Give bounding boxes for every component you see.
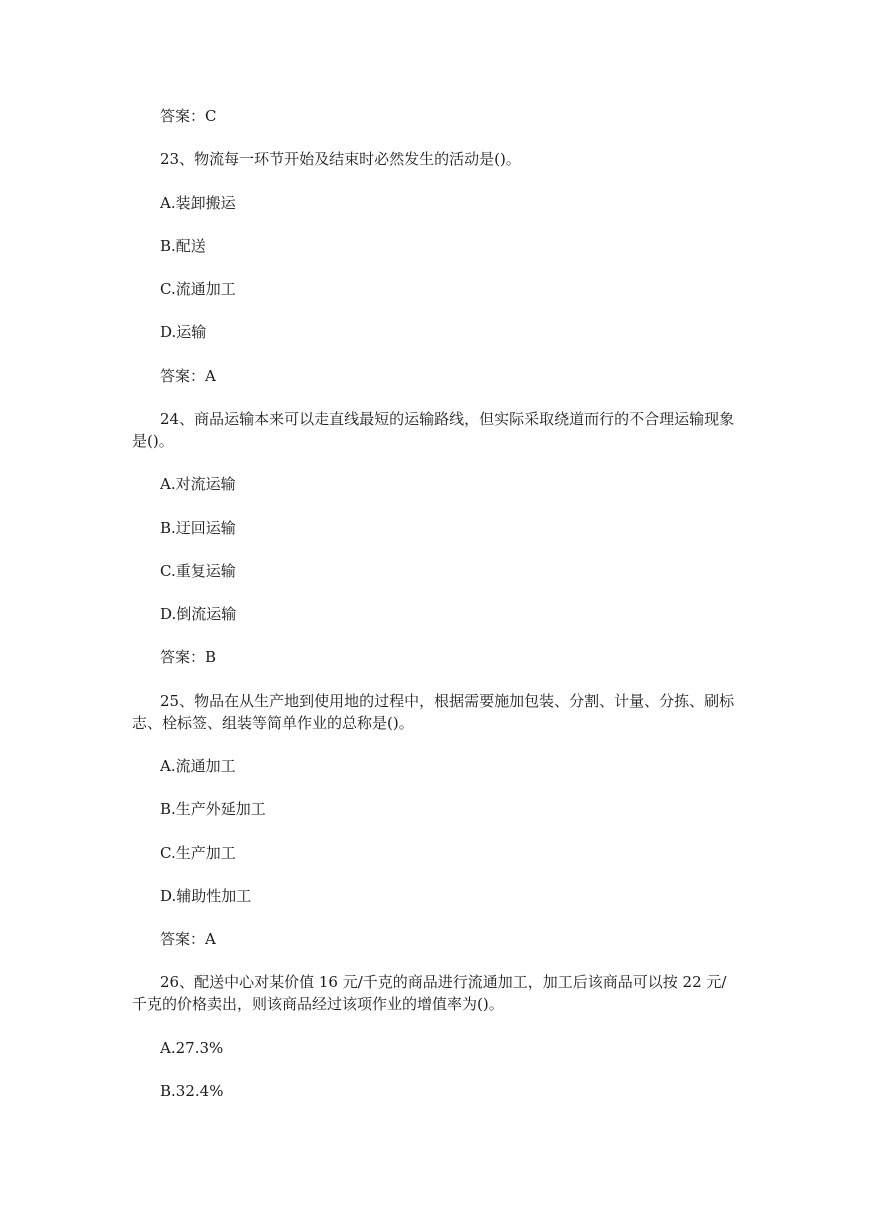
question-24-line-1: 24、商品运输本来可以走直线最短的运输路线，但实际采取绕道而行的不合理运输现象: [160, 410, 735, 428]
question-23-option-b: B.配送: [160, 237, 206, 255]
question-25-option-c: C.生产加工: [160, 844, 236, 862]
question-25-option-a: A.流通加工: [160, 757, 236, 775]
question-23: 23、物流每一环节开始及结束时必然发生的活动是()。: [160, 150, 521, 168]
question-24-option-a: A.对流运输: [160, 475, 236, 493]
question-24-line-2: 是()。: [132, 432, 174, 450]
question-26-option-a: A.27.3%: [160, 1039, 224, 1057]
question-25-line-2: 志、栓标签、组装等简单作业的总称是()。: [132, 714, 414, 732]
question-23-option-c: C.流通加工: [160, 280, 236, 298]
answer-24: 答案：B: [160, 648, 217, 666]
question-25-line-1: 25、物品在从生产地到使用地的过程中，根据需要施加包装、分割、计量、分拣、刷标: [160, 692, 735, 710]
answer-25: 答案：A: [160, 930, 216, 948]
question-26-line-1: 26、配送中心对某价值 16 元/千克的商品进行流通加工，加工后该商品可以按 22 元/: [160, 973, 727, 991]
answer-23: 答案：A: [160, 367, 216, 385]
question-24-option-b: B.迂回运输: [160, 519, 236, 537]
answer-22: 答案：C: [160, 107, 217, 125]
question-25-option-d: D.辅助性加工: [160, 887, 252, 905]
question-26-line-2: 千克的价格卖出，则该商品经过该项作业的增值率为()。: [132, 995, 504, 1013]
question-23-option-d: D.运输: [160, 323, 207, 341]
question-24-option-c: C.重复运输: [160, 562, 236, 580]
question-23-option-a: A.装卸搬运: [160, 194, 236, 212]
question-25-option-b: B.生产外延加工: [160, 800, 266, 818]
question-26-option-b: B.32.4%: [160, 1082, 224, 1100]
question-24-option-d: D.倒流运输: [160, 605, 237, 623]
